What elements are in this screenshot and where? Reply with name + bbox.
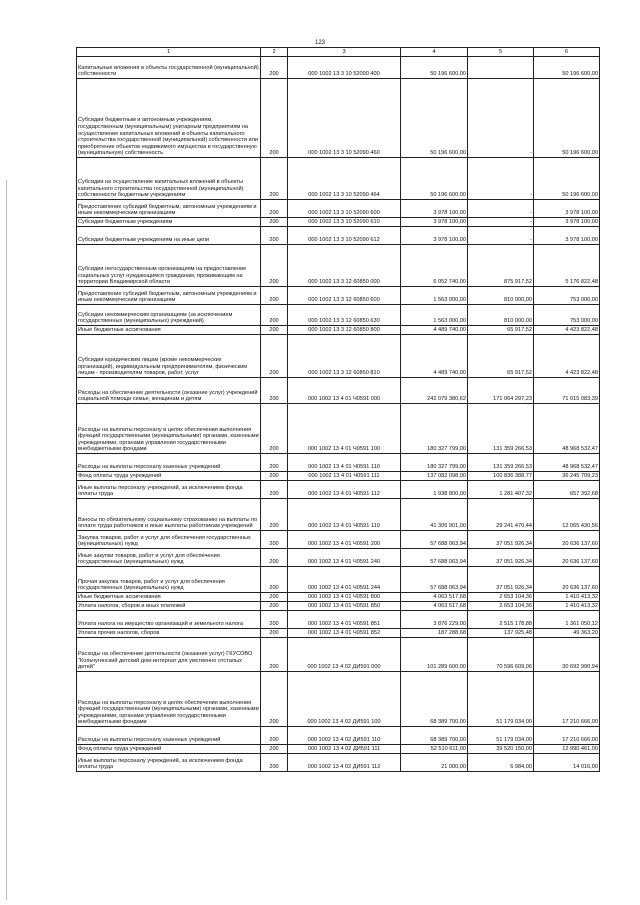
row-classification-code-cell: 000 1002 13 4 01 Ч0591 100 <box>288 404 401 454</box>
row-approved-amount-cell: 50 196 600,00 <box>401 158 468 200</box>
row-approved-amount-cell: 242 079 380,62 <box>401 378 468 404</box>
row-approved-amount-cell: 50 196 600,00 <box>401 79 468 158</box>
row-approved-amount-cell: 180 327 799,00 <box>401 454 468 472</box>
row-classification-code-cell: 000 1002 13 4 01 Ч0591 000 <box>288 378 401 404</box>
table-row <box>77 200 600 218</box>
row-classification-code-cell: 000 1002 13 4 01 Ч0591 852 <box>288 629 401 638</box>
row-name-cell: Субсидии бюджетным учреждениям на иные цели <box>77 227 261 245</box>
row-unexecuted-amount-cell: 50 196 600,00 <box>534 57 600 79</box>
row-unexecuted-amount-cell: 753 000,00 <box>534 305 600 326</box>
table-row <box>77 611 600 629</box>
table-row <box>77 745 600 754</box>
row-executed-amount-cell: 131 359 266,53 <box>468 454 534 472</box>
row-executed-amount-cell <box>468 57 534 79</box>
table-row <box>77 79 600 158</box>
table-row <box>77 602 600 611</box>
table-row <box>77 472 600 481</box>
row-name-cell: Субсидии юридическим лицам (кроме некоммерческих организаций), индивидуальным предпринимателям, физическим лицам - производителям товаров, работ, услуг <box>77 335 261 378</box>
row-executed-amount-cell: - <box>468 218 534 227</box>
row-name-cell: Прочая закупка товаров, работ и услуг для обеспечения государственных (муниципальных) нужд <box>77 567 261 593</box>
table-row <box>77 227 600 245</box>
row-name-cell: Уплата налогов, сборов и иных платежей <box>77 602 261 611</box>
column-header: 2 <box>261 48 288 57</box>
row-unexecuted-amount-cell: 1 410 413,32 <box>534 602 600 611</box>
row-approved-amount-cell: 6 052 740,00 <box>401 245 468 287</box>
row-classification-code-cell: 000 1002 13 4 01 Ч0591 240 <box>288 549 401 567</box>
row-name-cell: Иные бюджетные ассигнования <box>77 593 261 602</box>
row-approved-amount-cell: 41 306 901,00 <box>401 499 468 531</box>
row-executed-amount-cell: 70 596 609,06 <box>468 638 534 672</box>
row-classification-code-cell: 000 1002 13 3 12 60850 810 <box>288 335 401 378</box>
row-unexecuted-amount-cell: 48 968 532,47 <box>534 404 600 454</box>
table-row <box>77 727 600 745</box>
row-unexecuted-amount-cell: 17 210 666,00 <box>534 672 600 727</box>
row-executed-amount-cell: 37 051 926,34 <box>468 549 534 567</box>
table-row <box>77 754 600 772</box>
row-classification-code-cell: 000 1002 13 4 01 Ч0591 850 <box>288 602 401 611</box>
row-executed-amount-cell: 875 917,52 <box>468 245 534 287</box>
row-executed-amount-cell: 51 179 034,00 <box>468 672 534 727</box>
row-line-code-cell: 200 <box>261 305 288 326</box>
table-row <box>77 638 600 672</box>
row-line-code-cell: 200 <box>261 727 288 745</box>
row-unexecuted-amount-cell: 3 978 100,00 <box>534 227 600 245</box>
row-name-cell: Расходы на выплаты персоналу в целях обеспечения выполнения функций государственными (муниципальными) органами, казенными учреждениями, органами управления государственными внебюджетными фондами <box>77 672 261 727</box>
row-unexecuted-amount-cell: 50 196 600,00 <box>534 158 600 200</box>
row-classification-code-cell: 000 1002 13 3 12 60850 600 <box>288 287 401 305</box>
page-number: 123 <box>314 40 325 46</box>
table-row <box>77 287 600 305</box>
row-executed-amount-cell: - <box>468 227 534 245</box>
row-executed-amount-cell: 100 836 388,77 <box>468 472 534 481</box>
budget-execution-table <box>76 47 600 772</box>
row-executed-amount-cell: 51 179 034,00 <box>468 727 534 745</box>
row-line-code-cell: 200 <box>261 672 288 727</box>
row-executed-amount-cell: 29 241 470,44 <box>468 499 534 531</box>
table-row <box>77 567 600 593</box>
column-header: 6 <box>534 48 600 57</box>
row-unexecuted-amount-cell: 3 978 100,00 <box>534 218 600 227</box>
row-name-cell: Субсидии негосударственным организациям на предоставление социальных услуг нуждающимся гражданам, проживающим на территории Владимирской области <box>77 245 261 287</box>
row-approved-amount-cell: 1 563 000,00 <box>401 287 468 305</box>
row-executed-amount-cell: 65 917,52 <box>468 335 534 378</box>
row-approved-amount-cell: 4 063 517,68 <box>401 602 468 611</box>
table-row <box>77 245 600 287</box>
row-name-cell: Иные закупки товаров, работ и услуг для обеспечения государственных (муниципальных) нужд <box>77 549 261 567</box>
row-classification-code-cell: 000 1002 13 4 02 ДИ591 000 <box>288 638 401 672</box>
row-executed-amount-cell: 810 000,00 <box>468 287 534 305</box>
row-executed-amount-cell: 2 653 104,36 <box>468 593 534 602</box>
table-row <box>77 404 600 454</box>
row-unexecuted-amount-cell: 657 392,68 <box>534 481 600 499</box>
table-row <box>77 326 600 335</box>
row-line-code-cell: 200 <box>261 326 288 335</box>
row-unexecuted-amount-cell: 48 968 532,47 <box>534 454 600 472</box>
row-classification-code-cell: 000 1002 13 3 10 52090 600 <box>288 200 401 218</box>
row-line-code-cell: 200 <box>261 629 288 638</box>
row-line-code-cell: 200 <box>261 378 288 404</box>
row-unexecuted-amount-cell: 753 000,00 <box>534 287 600 305</box>
row-name-cell: Расходы на выплаты персоналу в целях обеспечения выполнения функций государственными (муниципальными) органами, казенными учреждениями, органами управления государственными внебюджетными фондами <box>77 404 261 454</box>
row-approved-amount-cell: 57 688 063,94 <box>401 549 468 567</box>
row-name-cell: Расходы на обеспечение деятельности (оказание услуг) учреждений социальной помощи семье, женщинам и детям <box>77 378 261 404</box>
row-line-code-cell: 200 <box>261 454 288 472</box>
row-classification-code-cell: 000 1002 13 3 12 60850 000 <box>288 245 401 287</box>
row-line-code-cell: 200 <box>261 567 288 593</box>
row-classification-code-cell: 000 1002 13 4 01 Ч0591 110 <box>288 454 401 472</box>
row-name-cell: Субсидии бюджетным учреждениям <box>77 218 261 227</box>
row-name-cell: Субсидии на осуществление капитальных вложений в объекты капитального строительства государственной (муниципальной) собственности бюджетным учреждениям <box>77 158 261 200</box>
row-executed-amount-cell: 2 515 178,88 <box>468 611 534 629</box>
row-name-cell: Закупка товаров, работ и услуг для обеспечения государственных (муниципальных) нужд <box>77 531 261 549</box>
row-executed-amount-cell: 37 051 926,34 <box>468 567 534 593</box>
row-line-code-cell: 200 <box>261 611 288 629</box>
row-approved-amount-cell: 68 389 700,00 <box>401 672 468 727</box>
row-approved-amount-cell: 68 389 700,00 <box>401 727 468 745</box>
table-row <box>77 549 600 567</box>
row-approved-amount-cell: 3 978 100,00 <box>401 227 468 245</box>
column-number-row <box>77 48 600 57</box>
table-row <box>77 593 600 602</box>
row-name-cell: Фонд оплаты труда учреждений <box>77 745 261 754</box>
row-line-code-cell: 200 <box>261 245 288 287</box>
table-row <box>77 378 600 404</box>
row-classification-code-cell: 000 1002 13 3 10 52090 400 <box>288 57 401 79</box>
row-approved-amount-cell: 4 063 517,68 <box>401 593 468 602</box>
row-unexecuted-amount-cell: 1 361 050,12 <box>534 611 600 629</box>
row-classification-code-cell: 000 1002 13 3 12 60850 800 <box>288 326 401 335</box>
row-classification-code-cell: 000 1002 13 4 01 Ч0591 244 <box>288 567 401 593</box>
row-line-code-cell: 200 <box>261 227 288 245</box>
row-line-code-cell: 200 <box>261 745 288 754</box>
row-classification-code-cell: 000 1002 13 4 01 Ч0591 111 <box>288 472 401 481</box>
row-name-cell: Расходы на обеспечение деятельности (оказание услуг) ГКУСОВО "Кольчугинский детский дом-интернат для умственно отсталых детей" <box>77 638 261 672</box>
row-line-code-cell: 200 <box>261 549 288 567</box>
row-approved-amount-cell: 57 688 063,94 <box>401 531 468 549</box>
row-name-cell: Фонд оплаты труда учреждений <box>77 472 261 481</box>
row-line-code-cell: 200 <box>261 218 288 227</box>
row-name-cell: Расходы на выплаты персоналу казенных учреждений <box>77 454 261 472</box>
row-executed-amount-cell: - <box>468 79 534 158</box>
row-approved-amount-cell: 3 978 100,00 <box>401 218 468 227</box>
row-line-code-cell: 200 <box>261 158 288 200</box>
table-row <box>77 305 600 326</box>
row-approved-amount-cell: 1 938 800,00 <box>401 481 468 499</box>
row-approved-amount-cell: 57 688 063,94 <box>401 567 468 593</box>
row-unexecuted-amount-cell: 20 636 137,60 <box>534 567 600 593</box>
table-row <box>77 335 600 378</box>
row-approved-amount-cell: 3 978 100,00 <box>401 200 468 218</box>
row-executed-amount-cell: 1 281 407,32 <box>468 481 534 499</box>
row-unexecuted-amount-cell: 14 016,00 <box>534 754 600 772</box>
row-classification-code-cell: 000 1002 13 4 02 ДИ591 100 <box>288 672 401 727</box>
row-approved-amount-cell: 50 196 600,00 <box>401 57 468 79</box>
row-approved-amount-cell: 52 510 611,00 <box>401 745 468 754</box>
scan-edge-line <box>6 180 7 900</box>
row-unexecuted-amount-cell: 20 636 137,60 <box>534 531 600 549</box>
row-unexecuted-amount-cell: 49 363,20 <box>534 629 600 638</box>
table-row <box>77 57 600 79</box>
row-unexecuted-amount-cell: 20 636 137,60 <box>534 549 600 567</box>
row-line-code-cell: 200 <box>261 335 288 378</box>
row-executed-amount-cell: 65 917,52 <box>468 326 534 335</box>
row-executed-amount-cell: 171 064 297,23 <box>468 378 534 404</box>
row-name-cell: Иные выплаты персоналу учреждений, за исключением фонда оплаты труда <box>77 754 261 772</box>
row-line-code-cell: 200 <box>261 57 288 79</box>
row-name-cell: Капитальные вложения в объекты государственной (муниципальной) собственности <box>77 57 261 79</box>
row-line-code-cell: 200 <box>261 404 288 454</box>
row-unexecuted-amount-cell: 12 065 430,56 <box>534 499 600 531</box>
column-header: 3 <box>288 48 401 57</box>
row-approved-amount-cell: 4 489 740,00 <box>401 335 468 378</box>
row-line-code-cell: 200 <box>261 287 288 305</box>
row-line-code-cell: 200 <box>261 499 288 531</box>
row-unexecuted-amount-cell: 12 990 461,00 <box>534 745 600 754</box>
row-approved-amount-cell: 187 288,68 <box>401 629 468 638</box>
row-classification-code-cell: 000 1002 13 4 02 ДИ591 111 <box>288 745 401 754</box>
row-executed-amount-cell: 37 051 926,34 <box>468 531 534 549</box>
row-approved-amount-cell: 180 327 799,00 <box>401 404 468 454</box>
row-line-code-cell: 200 <box>261 481 288 499</box>
row-line-code-cell: 200 <box>261 79 288 158</box>
row-line-code-cell: 200 <box>261 531 288 549</box>
table-row <box>77 481 600 499</box>
row-executed-amount-cell: 39 520 150,00 <box>468 745 534 754</box>
row-unexecuted-amount-cell: 4 423 822,48 <box>534 335 600 378</box>
row-name-cell: Субсидии некоммерческим организациям (за исключением государственных (муниципальных) учреждений) <box>77 305 261 326</box>
row-classification-code-cell: 000 1002 13 3 10 52090 612 <box>288 227 401 245</box>
row-classification-code-cell: 000 1002 13 4 01 Ч0591 119 <box>288 499 401 531</box>
row-line-code-cell: 200 <box>261 200 288 218</box>
row-classification-code-cell: 000 1002 13 4 02 ДИ591 112 <box>288 754 401 772</box>
row-name-cell: Уплата прочих налогов, сборов <box>77 629 261 638</box>
row-classification-code-cell: 000 1002 13 3 10 52090 464 <box>288 158 401 200</box>
row-unexecuted-amount-cell: 5 176 822,48 <box>534 245 600 287</box>
row-executed-amount-cell: 137 925,48 <box>468 629 534 638</box>
row-executed-amount-cell: 131 359 266,53 <box>468 404 534 454</box>
row-line-code-cell: 200 <box>261 472 288 481</box>
row-name-cell: Предоставление субсидий бюджетным, автономным учреждениям и иным некоммерческим организациям <box>77 287 261 305</box>
row-approved-amount-cell: 3 876 229,00 <box>401 611 468 629</box>
row-executed-amount-cell: 6 984,00 <box>468 754 534 772</box>
row-executed-amount-cell: - <box>468 200 534 218</box>
row-name-cell: Субсидии бюджетным и автономным учреждениям, государственным (муниципальным) унитарным предприятиям на осуществление капитальных вложений в объекты капитального строительства государственной (муниципальной) собственности или приобретение объектов недвижимого имущества в государственную (муниципальную) собственность <box>77 79 261 158</box>
row-unexecuted-amount-cell: 36 245 709,23 <box>534 472 600 481</box>
row-name-cell: Уплата налога на имущество организаций и земельного налога <box>77 611 261 629</box>
table-row <box>77 672 600 727</box>
row-unexecuted-amount-cell: 50 196 600,00 <box>534 79 600 158</box>
row-classification-code-cell: 000 1002 13 4 01 Ч0591 200 <box>288 531 401 549</box>
row-approved-amount-cell: 4 489 740,00 <box>401 326 468 335</box>
row-unexecuted-amount-cell: 3 978 100,00 <box>534 200 600 218</box>
row-classification-code-cell: 000 1002 13 3 12 60850 630 <box>288 305 401 326</box>
row-classification-code-cell: 000 1002 13 3 10 52090 460 <box>288 79 401 158</box>
row-line-code-cell: 200 <box>261 593 288 602</box>
row-executed-amount-cell: 2 653 104,36 <box>468 602 534 611</box>
row-classification-code-cell: 000 1002 13 4 02 ДИ591 110 <box>288 727 401 745</box>
table-row <box>77 629 600 638</box>
row-name-cell: Предоставление субсидий бюджетным, автономным учреждениям и иным некоммерческим организациям <box>77 200 261 218</box>
row-executed-amount-cell: - <box>468 158 534 200</box>
row-approved-amount-cell: 21 000,00 <box>401 754 468 772</box>
row-classification-code-cell: 000 1002 13 3 10 52090 610 <box>288 218 401 227</box>
row-line-code-cell: 200 <box>261 754 288 772</box>
column-header: 5 <box>468 48 534 57</box>
row-unexecuted-amount-cell: 1 410 413,32 <box>534 593 600 602</box>
row-unexecuted-amount-cell: 30 692 990,94 <box>534 638 600 672</box>
column-header: 1 <box>77 48 261 57</box>
row-classification-code-cell: 000 1002 13 4 01 Ч0591 112 <box>288 481 401 499</box>
row-classification-code-cell: 000 1002 13 4 01 Ч0591 800 <box>288 593 401 602</box>
row-name-cell: Взносы по обязательному социальному страхованию на выплаты по оплате труда работников и иные выплаты работникам учреждений <box>77 499 261 531</box>
row-name-cell: Иные бюджетные ассигнования <box>77 326 261 335</box>
table-row <box>77 499 600 531</box>
table-row <box>77 531 600 549</box>
row-approved-amount-cell: 137 082 098,00 <box>401 472 468 481</box>
table-row <box>77 158 600 200</box>
row-line-code-cell: 200 <box>261 638 288 672</box>
row-unexecuted-amount-cell: 17 210 666,00 <box>534 727 600 745</box>
row-approved-amount-cell: 101 289 600,00 <box>401 638 468 672</box>
table-row <box>77 218 600 227</box>
table-row <box>77 454 600 472</box>
row-executed-amount-cell: 810 000,00 <box>468 305 534 326</box>
table-body <box>77 57 600 772</box>
row-unexecuted-amount-cell: 4 423 822,48 <box>534 326 600 335</box>
row-classification-code-cell: 000 1002 13 4 01 Ч0591 851 <box>288 611 401 629</box>
row-line-code-cell: 200 <box>261 602 288 611</box>
row-approved-amount-cell: 1 563 000,00 <box>401 305 468 326</box>
row-name-cell: Расходы на выплаты персоналу казенных учреждений <box>77 727 261 745</box>
column-header: 4 <box>401 48 468 57</box>
row-name-cell: Иные выплаты персоналу учреждений, за исключением фонда оплаты труда <box>77 481 261 499</box>
row-unexecuted-amount-cell: 71 015 083,39 <box>534 378 600 404</box>
